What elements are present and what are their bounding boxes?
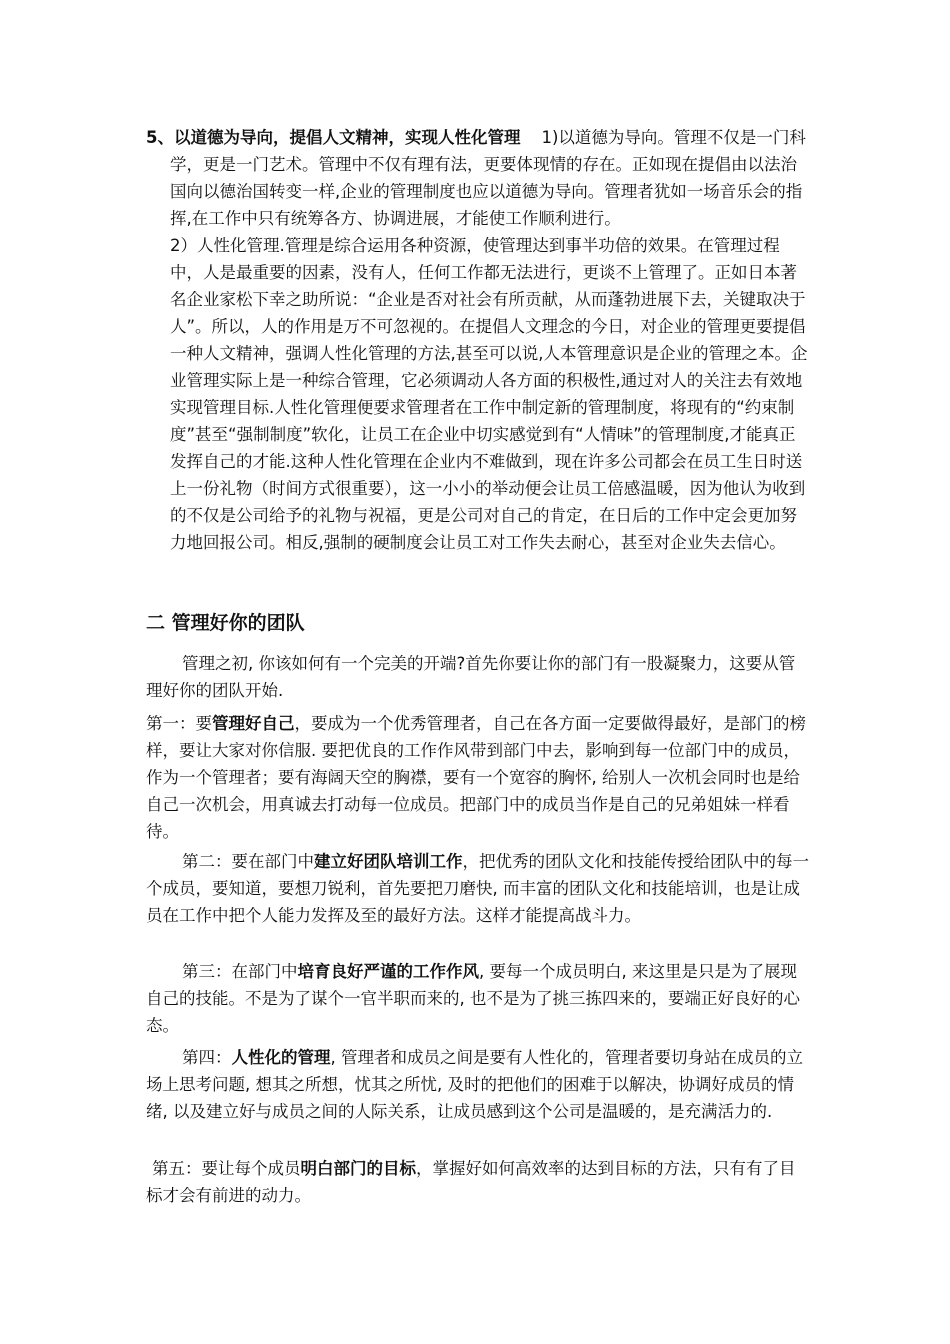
point-2-post: ，把优秀的团队文化和技能传授给团队中的每一个成员，要知道，要想刀锐利，首先要把刀磨快, 而丰富的团队文化和技能培训，也是让成员在工作中把个人能力发挥及至的最好方法。这样才能提高战斗力。 bbox=[146, 852, 809, 925]
sub1-label: 1)以道德为导向。 bbox=[541, 128, 674, 147]
section-title: 以道德为导向，提倡人文精神，实现人性化管理 bbox=[173, 128, 521, 147]
intro-paragraph bbox=[146, 650, 810, 704]
point-3-post: , 要每一个成员明白, 来这里是只是为了展现自己的技能。不是为了谋个一官半职而来的, 也不是为了挑三拣四来的，要端正好良好的心态。 bbox=[146, 962, 800, 1035]
point-3-bold: 培育良好严谨的工作作风 bbox=[297, 962, 479, 981]
point-4-bold: 人性化的管理 bbox=[231, 1048, 331, 1067]
section-number: 5、 bbox=[146, 128, 174, 147]
point-1-post: ，要成为一个优秀管理者，自己在各方面一定要做得最好，是部门的榜样，要让大家对你信服. 要把优良的工作作风带到部门中去，影响到每一位部门中的成员，作为一个管理者；要有海阔天空的胸襟，要有一个宽容的胸怀, 给别人一次机会同时也是给自己一次机会，用真诚去打动每一位成员。把部门中的成员当作是自己的兄弟姐妹一样看待。 bbox=[146, 714, 806, 841]
point-4-post: , 管理者和成员之间是要有人性化的，管理者要切身站在成员的立场上思考问题, 想其之所想，忧其之所忧, 及时的把他们的困难于以解决，协调好成员的情绪, 以及建立好与成员之间的人际关系，让成员感到这个公司是温暖的，是充满活力的. bbox=[146, 1048, 803, 1121]
point-3 bbox=[146, 958, 810, 1039]
sub1-text: 管理不仅是一门科学，更是一门艺术。管理中不仅有理有法，更要体现情的存在。正如现在提倡由以法治国向以德治国转变一样,企业的管理制度也应以道德为导向。管理者犹如一场音乐会的指挥,在工作中只有统筹各方、协调进展，才能使工作顺利进行。 bbox=[170, 128, 806, 228]
point-2-text bbox=[146, 848, 810, 929]
point-2 bbox=[146, 848, 810, 929]
point-3-text bbox=[146, 958, 810, 1039]
point-3-pre: 第三：在部门中 bbox=[182, 962, 298, 981]
section-5 bbox=[146, 124, 808, 556]
point-5-post: ，掌握好如何高效率的达到目标的方法，只有有了目标才会有前进的动力。 bbox=[146, 1159, 796, 1205]
point-2-pre: 第二：要在部门中 bbox=[182, 852, 314, 871]
point-4-text bbox=[146, 1044, 810, 1125]
point-1 bbox=[146, 710, 810, 845]
point-5-pre: 第五：要让每个成员 bbox=[152, 1159, 301, 1178]
point-1-bold: 管理好自己 bbox=[212, 714, 295, 733]
intro-text: 管理之初, 你该如何有一个完美的开端?首先你要让你的部门有一股凝聚力，这要从管理好你的团队开始. bbox=[146, 654, 796, 700]
point-5-text bbox=[146, 1155, 810, 1209]
point-1-text bbox=[146, 710, 810, 845]
sub2-paragraph: 2）人性化管理.管理是综合运用各种资源，使管理达到事半功倍的效果。在管理过程中，人是最重要的因素，没有人，任何工作都无法进行，更谈不上管理了。正如日本著名企业家松下幸之助所说：“企业是否对社会有所贡献，从而蓬勃进展下去，关键取决于人”。所以，人的作用是万不可忽视的。在提倡人文理念的今日，对企业的管理更要提倡一种人文精神，强调人性化管理的方法,甚至可以说,人本管理意识是企业的管理之本。企业管理实际上是一种综合管理，它必须调动人各方面的积极性,通过对人的关注去有效地实现管理目标.人性化管理便要求管理者在工作中制定新的管理制度，将现有的“约束制度”甚至“强制制度”软化，让员工在企业中切实感觉到有“人情味”的管理制度,才能真正发挥自己的才能.这种人性化管理在企业内不难做到，现在许多公司都会在员工生日时送上一份礼物（时间方式很重要），这一小小的举动便会让员工倍感温暖，因为他认为收到的不仅是公司给予的礼物与祝福，更是公司对自己的肯定，在日后的工作中定会更加努力地回报公司。相反,强制的硬制度会让员工对工作失去耐心，甚至对企业失去信心。 bbox=[170, 236, 808, 552]
section-5-first-paragraph bbox=[146, 124, 808, 232]
point-5-bold: 明白部门的目标 bbox=[300, 1159, 416, 1178]
point-2-bold: 建立好团队培训工作 bbox=[314, 852, 463, 871]
point-4 bbox=[146, 1044, 810, 1125]
point-5 bbox=[146, 1155, 810, 1209]
section-heading: 二 管理好你的团队 bbox=[146, 612, 305, 634]
point-1-pre: 第一：要 bbox=[146, 714, 212, 733]
point-4-pre: 第四： bbox=[182, 1048, 232, 1067]
